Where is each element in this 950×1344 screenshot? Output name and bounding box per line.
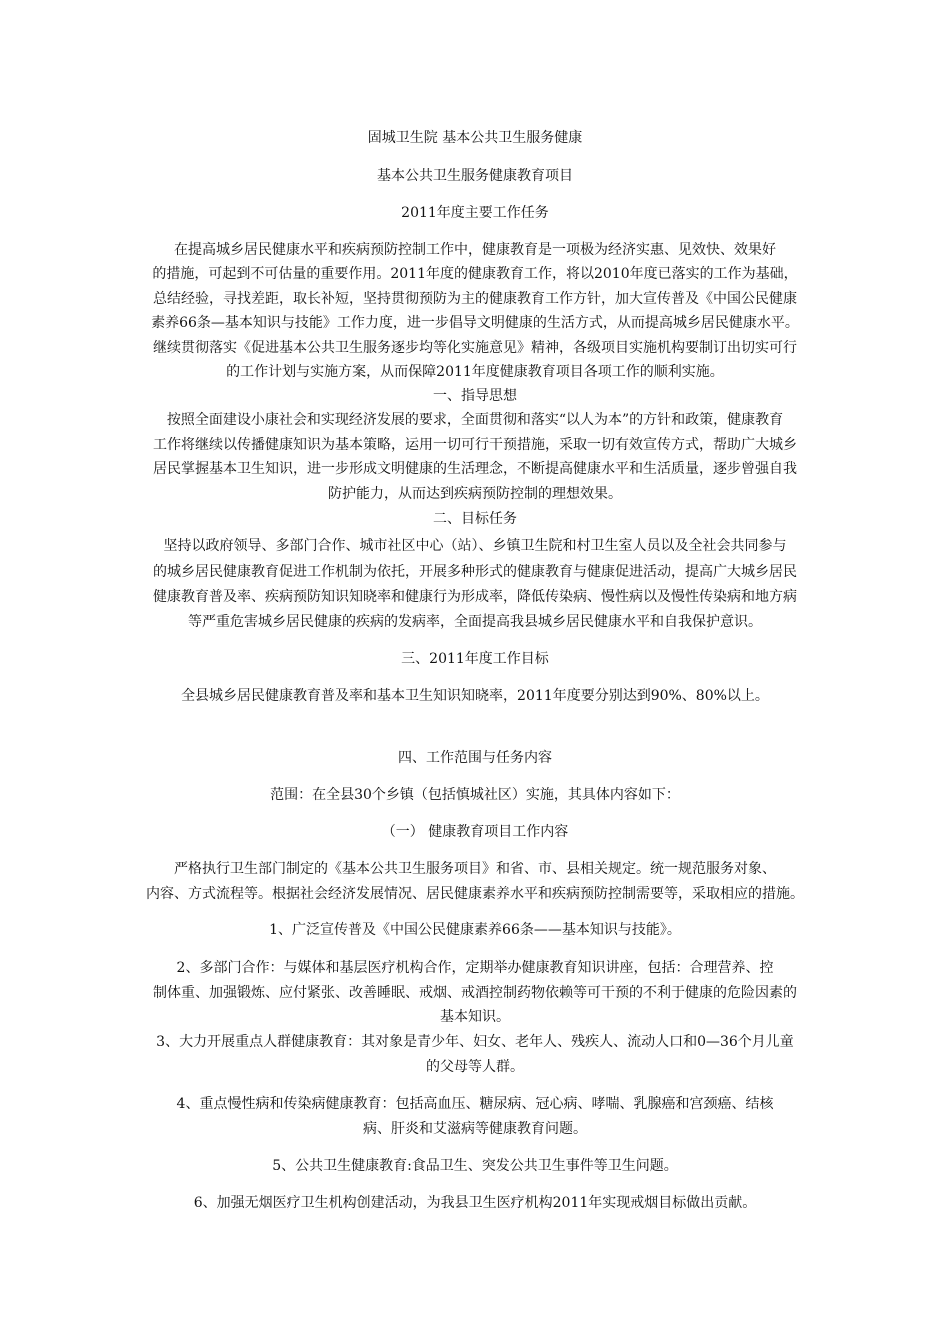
list-item-4-line: 病、肝炎和艾滋病等健康教育问题。	[363, 1121, 587, 1137]
content-paragraph-line: 严格执行卫生部门制定的《基本公共卫生服务项目》和省、市、县相关规定。统一规范服务对象、	[174, 861, 776, 877]
section-heading-scope: 四、工作范围与任务内容	[398, 750, 552, 766]
goals-paragraph-line: 的城乡居民健康教育促进工作机制为依托，开展多种形式的健康教育与健康促进活动，提高广大城乡居民	[153, 564, 797, 580]
goals-paragraph-line: 坚持以政府领导、多部门合作、城市社区中心（站）、乡镇卫生院和村卫生室人员以及全社会共同参与	[163, 538, 787, 554]
annual-targets-line: 全县城乡居民健康教育普及率和基本卫生知识知晓率，2011年度要分别达到90%、80%以上。	[181, 688, 769, 704]
guiding-paragraph-line: 居民掌握基本卫生知识，进一步形成文明健康的生活理念，不断提高健康水平和生活质量，逐步曾强自我	[153, 461, 797, 477]
list-item-2-line: 2、多部门合作：与媒体和基层医疗机构合作，定期举办健康教育知识讲座，包括：合理营养、控	[176, 960, 774, 976]
section-heading-guiding-thought: 一、指导思想	[433, 388, 517, 404]
intro-paragraph-line: 的措施，可起到不可估量的重要作用。2011年度的健康教育工作，将以2010年度已落实的工作为基础，	[152, 266, 798, 282]
content-paragraph-line: 内容、方式流程等。根据社会经济发展情况、居民健康素养水平和疾病预防控制需要等，采取相应的措施。	[146, 886, 804, 902]
intro-paragraph-line: 的工作计划与实施方案，从而保障2011年度健康教育项目各项工作的顺利实施。	[226, 364, 724, 380]
guiding-paragraph-line: 工作将继续以传播健康知识为基本策略，运用一切可行干预措施，采取一切有效宣传方式，帮助广大城乡	[153, 437, 797, 453]
intro-paragraph-line: 总结经验，寻找差距，取长补短，坚持贯彻预防为主的健康教育工作方针，加大宣传普及《中国公民健康	[153, 291, 797, 307]
list-item-6: 6、加强无烟医疗卫生机构创建活动，为我县卫生医疗机构2011年实现戒烟目标做出贡献。	[193, 1195, 757, 1211]
goals-paragraph-line: 健康教育普及率、疾病预防知识知晓率和健康行为形成率，降低传染病、慢性病以及慢性传染病和地方病	[153, 589, 797, 605]
list-item-1: 1、广泛宣传普及《中国公民健康素养66条——基本知识与技能》。	[269, 922, 681, 938]
section-heading-annual-targets: 三、2011年度工作目标	[401, 651, 549, 667]
intro-paragraph-line: 在提高城乡居民健康水平和疾病预防控制工作中，健康教育是一项极为经济实惠、见效快、效果好	[174, 242, 776, 258]
document-year-heading: 2011年度主要工作任务	[401, 205, 549, 221]
list-item-4-line: 4、重点慢性病和传染病健康教育：包括高血压、糖尿病、冠心病、哮喘、乳腺癌和宫颈癌、结核	[176, 1096, 774, 1112]
scope-line: 范围：在全县30个乡镇（包括慎城社区）实施，其具体内容如下：	[270, 787, 680, 803]
list-item-3-line: 的父母等人群。	[426, 1059, 524, 1075]
document-title: 固城卫生院 基本公共卫生服务健康	[367, 130, 583, 146]
list-item-3-line: 3、大力开展重点人群健康教育：其对象是青少年、妇女、老年人、残疾人、流动人口和0—36个月儿童	[156, 1034, 794, 1050]
list-item-2-line: 制体重、加强锻炼、应付紧张、改善睡眠、戒烟、戒酒控制药物依赖等可干预的不利于健康的危险因素的	[153, 985, 797, 1001]
section-heading-goals: 二、目标任务	[433, 511, 517, 527]
guiding-paragraph-line: 防护能力，从而达到疾病预防控制的理想效果。	[328, 486, 622, 502]
list-item-2-line: 基本知识。	[440, 1009, 510, 1025]
goals-paragraph-line: 等严重危害城乡居民健康的疾病的发病率，全面提高我县城乡居民健康水平和自我保护意识。	[188, 614, 762, 630]
intro-paragraph-line: 素养66条—基本知识与技能》工作力度，进一步倡导文明健康的生活方式，从而提高城乡居民健康水平。	[151, 315, 799, 331]
subsection-heading-content: （一） 健康教育项目工作内容	[381, 824, 569, 840]
guiding-paragraph-line: 按照全面建设小康社会和实现经济发展的要求，全面贯彻和落实“以人为本”的方针和政策，健康教育	[166, 412, 784, 428]
document-subtitle: 基本公共卫生服务健康教育项目	[377, 168, 573, 184]
list-item-5: 5、公共卫生健康教育:食品卫生、突发公共卫生事件等卫生问题。	[272, 1158, 678, 1174]
intro-paragraph-line: 继续贯彻落实《促进基本公共卫生服务逐步均等化实施意见》精神，各级项目实施机构要制订出切实可行	[153, 340, 797, 356]
